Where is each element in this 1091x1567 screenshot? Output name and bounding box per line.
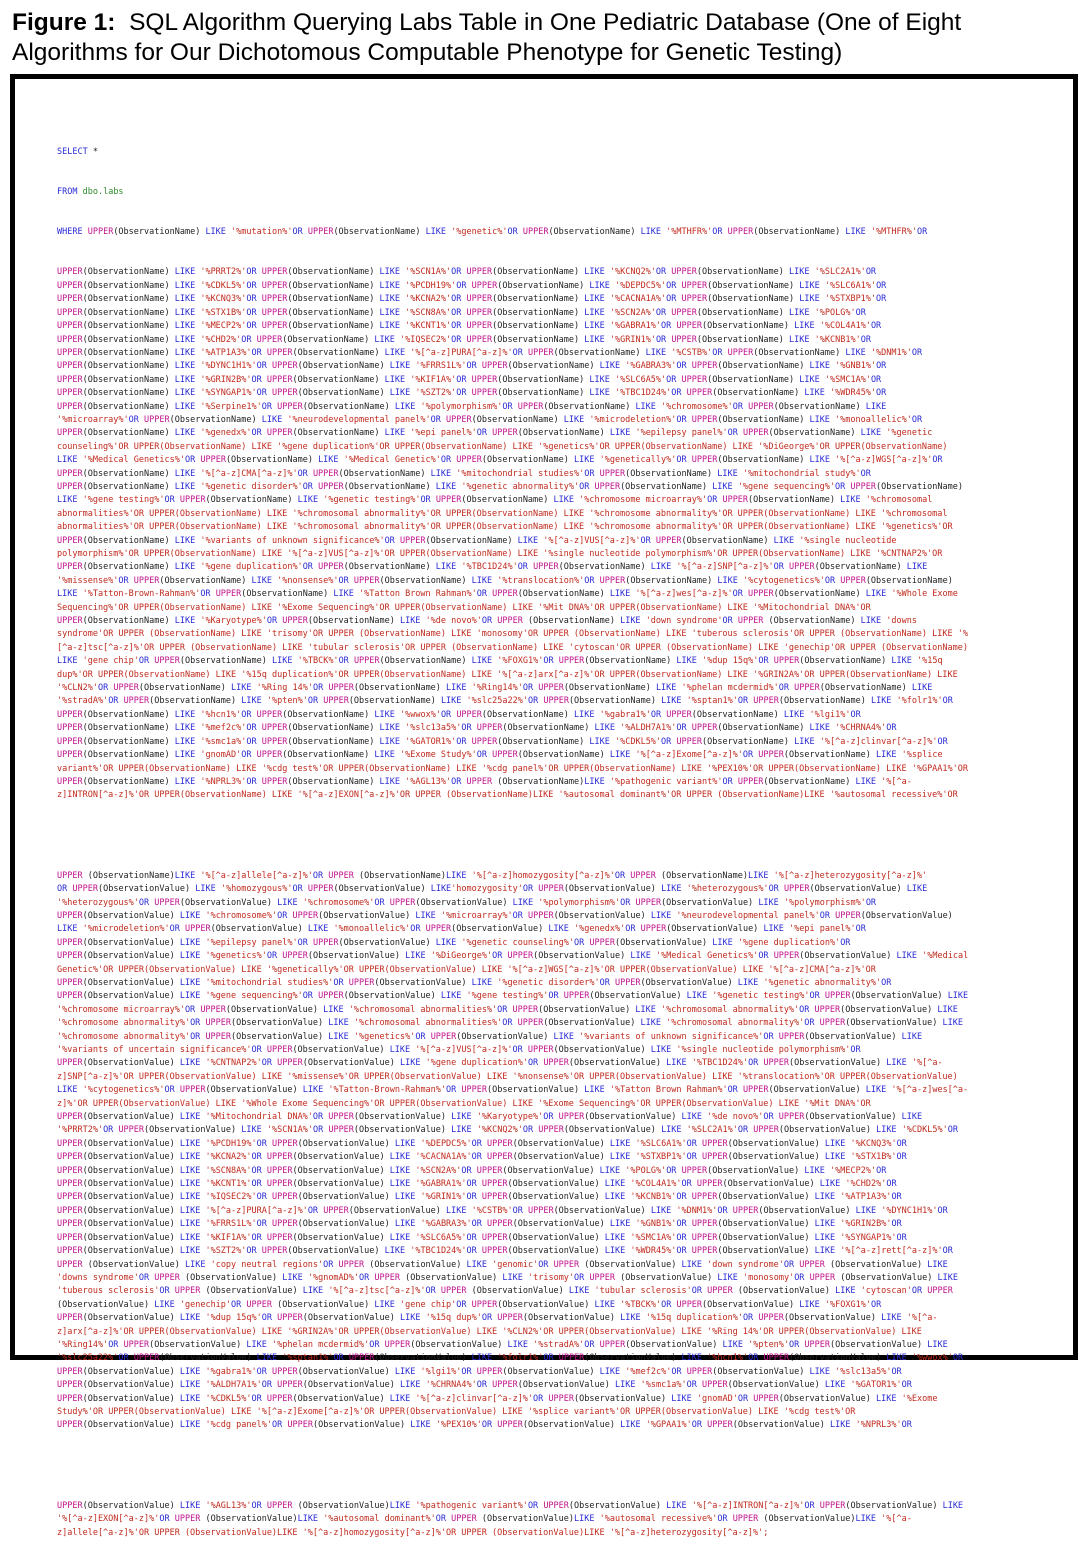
code-line: UPPER(ObservationValue) LIKE '%KCNA2%'OR UPPER(ObservationValue) LIKE '%CACNA1A%'OR UPPER(ObservationValue) LIKE '%STXBP1%'OR UPPER(ObservationValue) LIKE '%STX1B%'OR	[57, 1152, 907, 1163]
code-line: '%Ring14%'OR UPPER(ObservationValue) LIKE '%phelan mcdermid%'OR UPPER(ObservationValue) LIKE '%stradA%'OR UPPER(ObservationValue) LIKE '%pten%'OR UPPER(ObservationValue) LIKE	[57, 1339, 948, 1350]
code-line: UPPER(ObservationName) LIKE '%MECP2%'OR UPPER(ObservationName) LIKE '%KCNT1%'OR UPPER(ObservationName) LIKE '%GABRA1%'OR UPPER(ObservationName) LIKE '%COL4A1%'OR	[57, 321, 882, 332]
select-star: *	[92, 146, 98, 157]
code-line: UPPER(ObservationValue) LIKE '%FRRS1L%'OR UPPER(ObservationValue) LIKE '%GABRA3%'OR UPPER(ObservationValue) LIKE '%GNB1%'OR UPPER(ObservationValue) LIKE '%GRIN2B%'OR	[57, 1219, 902, 1230]
code-line: UPPER(ObservationName) LIKE '%GRIN2B%'OR UPPER(ObservationName) LIKE '%KIF1A%'OR UPPER(ObservationName) LIKE '%SLC6A5%'OR UPPER(ObservationName) LIKE '%SMC1A%'OR	[57, 374, 882, 385]
code-line: UPPER(ObservationValue) LIKE '%mitochondrial studies%'OR UPPER(ObservationValue) LIKE '%genetic disorder%'OR UPPER(ObservationValue) LIKE '%genetic abnormality%'OR	[57, 977, 892, 988]
code-line: abnormalities%'OR UPPER(ObservationName) LIKE '%chromosomal abnormality%'OR UPPER(ObservationName) LIKE '%chromosome abnormality%'OR UPPER(ObservationName) LIKE '%genetics%'OR	[57, 522, 953, 533]
code-line: UPPER(ObservationName) LIKE '%CHD2%'OR UPPER(ObservationName) LIKE '%IQSEC2%'OR UPPER(ObservationName) LIKE '%GRIN1%'OR UPPER(ObservationName) LIKE '%KCNB1%'OR	[57, 334, 871, 345]
code-line: UPPER(ObservationName) LIKE '%KCNQ3%'OR UPPER(ObservationName) LIKE '%KCNA2%'OR UPPER(ObservationName) LIKE '%CACNA1A%'OR UPPER(ObservationName) LIKE '%STXBP1%'OR	[57, 294, 887, 305]
code-line: UPPER(ObservationName) LIKE '%DYNC1H1%'OR UPPER(ObservationName) LIKE '%FRRS1L%'OR UPPER(ObservationName) LIKE '%GABRA3%'OR UPPER(ObservationName) LIKE '%GNB1%'OR	[57, 361, 887, 372]
code-line: UPPER(ObservationName) LIKE 'gnomAD'OR UPPER(ObservationName) LIKE '%Exome Study%'OR UPPER(ObservationName) LIKE '%[^a-z]Exome[^a-z]%'OR UPPER(ObservationName) LIKE '%splice	[57, 750, 943, 761]
code-line: syndrome'OR UPPER (ObservationName) LIKE 'trisomy'OR UPPER (ObservationName) LIKE 'monosomy'OR UPPER (ObservationName) LIKE 'tuberous sclerosis'OR UPPER (ObservationName) LIKE '%	[57, 629, 968, 640]
code-line: z]arx[^a-z]%'OR UPPER(ObservationValue) LIKE '%GRIN2A%'OR UPPER(ObservationValue) LIKE '%CLN2%'OR UPPER(ObservationValue) LIKE '%Ring 14%'OR UPPER(ObservationValue) LIKE	[57, 1326, 922, 1337]
code-line: UPPER(ObservationValue) LIKE '%genetics%'OR UPPER(ObservationValue) LIKE '%DiGeorge%'OR UPPER(ObservationValue) LIKE '%Medical Genetics%'OR UPPER(ObservationValue) LIKE '%Medical	[57, 951, 969, 962]
from-line	[57, 186, 1057, 199]
select-keyword: SELECT	[57, 146, 88, 157]
code-line: UPPER(ObservationName) LIKE '%Serpine1%'OR UPPER(ObservationName) LIKE '%polymorphism%'OR UPPER(ObservationName) LIKE '%chromosome%'OR UPPER(ObservationName) LIKE	[57, 401, 887, 412]
sql-code	[57, 119, 1057, 1567]
where-keyword: WHERE	[57, 227, 83, 238]
code-line: '%chromosome abnormality%'OR UPPER(ObservationValue) LIKE '%genetics%'OR UPPER(ObservationValue) LIKE '%variants of unknown significance%'OR UPPER(ObservationValue) LIKE	[57, 1031, 923, 1042]
code-line: z]%'OR UPPER(ObservationValue) LIKE '%Whole Exome Sequencing%'OR UPPER(ObservationValue) LIKE '%Exome Sequencing%'OR UPPER(ObservationValue) LIKE '%Mit DNA%'OR	[57, 1098, 871, 1109]
code-frame	[10, 74, 1078, 1538]
code-line: '%chromosome microarray%'OR UPPER(ObservationValue) LIKE '%chromosomal abnormalities%'OR UPPER(ObservationValue) LIKE '%chromosomal abnormality%'OR UPPER(ObservationValue) LIKE	[57, 1004, 958, 1015]
code-line: UPPER(ObservationValue) LIKE '%IQSEC2%'OR UPPER(ObservationValue) LIKE '%GRIN1%'OR UPPER(ObservationValue) LIKE '%KCNB1%'OR UPPER(ObservationValue) LIKE '%ATP1A3%'OR	[57, 1192, 902, 1203]
code-line: UPPER(ObservationValue) LIKE '%KIF1A%'OR UPPER(ObservationValue) LIKE '%SLC6A5%'OR UPPER(ObservationValue) LIKE '%SMC1A%'OR UPPER(ObservationValue) LIKE '%SYNGAP1%'OR	[57, 1232, 907, 1243]
code-line: UPPER(ObservationName) LIKE '%ATP1A3%'OR UPPER(ObservationName) LIKE '%[^a-z]PURA[^a-z]%'OR UPPER(ObservationName) LIKE '%CSTB%'OR UPPER(ObservationName) LIKE '%DNM1%'OR	[57, 347, 923, 358]
code-line: LIKE '%cytogenetics%'OR UPPER(ObservationValue) LIKE '%Tatton-Brown-Rahman%'OR UPPER(ObservationValue) LIKE '%Tatton Brown Rahman%'OR UPPER(ObservationValue) LIKE '%[^a-z]wes[^a-	[57, 1085, 969, 1096]
code-line: UPPER (ObservationValue) LIKE 'copy neutral regions'OR UPPER (ObservationValue) LIKE 'genomic'OR UPPER (ObservationValue) LIKE 'down syndrome'OR UPPER (ObservationValue) LIKE	[57, 1259, 948, 1270]
code-line: '%chromosome abnormality%'OR UPPER(ObservationValue) LIKE '%chromosomal abnormalities%'OR UPPER(ObservationValue) LIKE '%chromosomal abnormality%'OR UPPER(ObservationValue) LIKE	[57, 1018, 963, 1029]
code-line: variant%'OR UPPER(ObservationName) LIKE '%cdg test%'OR UPPER(ObservationName) LIKE '%cdg panel%'OR UPPER(ObservationName) LIKE '%PEX10%'OR UPPER(ObservationName) LIKE '%GPAA1%'OR	[57, 763, 969, 774]
code-line: LIKE 'gene chip'OR UPPER(ObservationName) LIKE '%TBCK%'OR UPPER(ObservationName) LIKE '%FOXG1%'OR UPPER(ObservationName) LIKE '%dup 15q%'OR UPPER(ObservationName) LIKE '%15q	[57, 656, 943, 667]
code-line: UPPER(ObservationValue) LIKE '%gabra1%'OR UPPER(ObservationValue) LIKE '%lgi1%'OR UPPER(ObservationValue) LIKE '%mef2c%'OR UPPER(ObservationValue) LIKE '%slc13a5%'OR	[57, 1366, 902, 1377]
code-line: '%missense%'OR UPPER(ObservationName) LIKE '%nonsense%'OR UPPER(ObservationName) LIKE '%translocation%'OR UPPER(ObservationName) LIKE '%cytogenetics%'OR UPPER(ObservationName)	[57, 575, 953, 586]
code-line: UPPER(ObservationName) LIKE '%[^a-z]CMA[^a-z]%'OR UPPER(ObservationName) LIKE '%mitochondrial studies%'OR UPPER(ObservationName) LIKE '%mitochondrial study%'OR	[57, 468, 871, 479]
code-line: '%CLN2%'OR UPPER(ObservationName) LIKE '%Ring 14%'OR UPPER(ObservationName) LIKE '%Ring14%'OR UPPER(ObservationName) LIKE '%phelan mcdermid%'OR UPPER(ObservationName) LIKE	[57, 683, 933, 694]
code-line: [^a-z]tsc[^a-z]%'OR UPPER (ObservationName) LIKE 'tubular sclerosis'OR UPPER (ObservationName) LIKE 'cytoscan'OR UPPER (ObservationName) LIKE 'genechip'OR UPPER (ObservationName)	[57, 642, 968, 653]
code-line: z]INTRON[^a-z]%'OR UPPER(ObservationName) LIKE '%[^a-z]EXON[^a-z]%'OR UPPER (ObservationName)LIKE '%autosomal dominant%'OR UPPER (ObservationName)LIKE '%autosomal recessive%'OR	[57, 790, 958, 801]
code-line: UPPER(ObservationValue) LIKE '%PCDH19%'OR UPPER(ObservationValue) LIKE '%DEPDC5%'OR UPPER(ObservationValue) LIKE '%SLC6A1%'OR UPPER(ObservationValue) LIKE '%KCNQ3%'OR	[57, 1138, 907, 1149]
figure-title: SQL Algorithm Querying Labs Table in One Pediatric Database (One of Eight Algorithms for Our Dichotomous Computable Phenotype for Genetic Testing)	[12, 9, 962, 66]
code-line: '%slc25a22%'OR UPPER(ObservationValue) LIKE '%sptan1%'OR UPPER(ObservationValue) LIKE '%folr1%'OR UPPER(ObservationValue) LIKE '%hcn1%'OR UPPER(ObservationValue) LIKE '%wwox%'OR	[57, 1353, 964, 1364]
code-line: UPPER(ObservationValue) LIKE '%SZT2%'OR UPPER(ObservationValue) LIKE '%TBC1D24%'OR UPPER(ObservationValue) LIKE '%WDR45%'OR UPPER(ObservationValue) LIKE '%[^a-z]rett[^a-z]%'OR	[57, 1246, 953, 1257]
code-line: (ObservationValue) LIKE 'genechip'OR UPPER (ObservationValue) LIKE 'gene chip'OR UPPER(ObservationValue) LIKE '%TBCK%'OR UPPER(ObservationValue) LIKE '%FOXG1%'OR	[57, 1299, 882, 1310]
code-line: UPPER(ObservationName) LIKE '%mef2c%'OR UPPER(ObservationName) LIKE '%slc13a5%'OR UPPER(ObservationName) LIKE '%ALDH7A1%'OR UPPER(ObservationName) LIKE '%CHRNA4%'OR	[57, 723, 897, 734]
figure-label: Figure 1:	[12, 9, 116, 36]
code-line: abnormalities%'OR UPPER(ObservationName) LIKE '%chromosomal abnormality%'OR UPPER(ObservationName) LIKE '%chromosome abnormality%'OR UPPER(ObservationName) LIKE '%chromosomal	[57, 508, 948, 519]
code-line: '%PRRT2%'OR UPPER(ObservationValue) LIKE '%SCN1A%'OR UPPER(ObservationValue) LIKE '%KCNQ2%'OR UPPER(ObservationValue) LIKE '%SLC2A1%'OR UPPER(ObservationValue) LIKE '%CDKL5%'OR	[57, 1125, 958, 1136]
code-line: dup%'OR UPPER(ObservationName) LIKE '%15q duplication%'OR UPPER(ObservationName) LIKE '%[^a-z]arx[^a-z]%'OR UPPER(ObservationName) LIKE '%GRIN2A%'OR UPPER(ObservationName) LIKE	[57, 669, 958, 680]
code-line: LIKE '%gene testing%'OR UPPER(ObservationName) LIKE '%genetic testing%'OR UPPER(ObservationName) LIKE '%chromosome microarray%'OR UPPER(ObservationName) LIKE '%chromosomal	[57, 495, 933, 506]
code-line: LIKE '%microdeletion%'OR UPPER(ObservationValue) LIKE '%monoallelic%'OR UPPER(ObservationValue) LIKE '%genedx%'OR UPPER(ObservationValue) LIKE '%epi panel%'OR	[57, 924, 866, 935]
code-line: Study%'OR UPPER(ObservationValue) LIKE '%[^a-z]Exome[^a-z]%'OR UPPER(ObservationValue) LIKE '%splice variant%'OR UPPER(ObservationValue) LIKE '%cdg test%'OR	[57, 1406, 856, 1417]
code-line: UPPER(ObservationName) LIKE '%genetic disorder%'OR UPPER(ObservationName) LIKE '%genetic abnormality%'OR UPPER(ObservationName) LIKE '%gene sequencing%'OR UPPER(ObservationName)	[57, 481, 963, 492]
code-line: UPPER(ObservationValue) LIKE '%CDKL5%'OR UPPER(ObservationValue) LIKE '%[^a-z]clinvar[^a-z]%'OR UPPER(ObservationValue) LIKE 'gnomAD'OR UPPER(ObservationValue) LIKE '%Exome	[57, 1393, 938, 1404]
code-line: Genetic%'OR UPPER(ObservationValue) LIKE '%genetically%'OR UPPER(ObservationValue) LIKE '%[^a-z]WGS[^a-z]%'OR UPPER(ObservationValue) LIKE '%[^a-z]CMA[^a-z]%'OR	[57, 964, 876, 975]
code-line: UPPER(ObservationValue) LIKE '%AGL13%'OR UPPER (ObservationValue)LIKE '%pathogenic variant%'OR UPPER(ObservationValue) LIKE '%[^a-z]INTRON[^a-z]%'OR UPPER(ObservationValue) LIKE	[57, 1500, 964, 1511]
code-line: z]SNP[^a-z]%'OR UPPER(ObservationValue) LIKE '%missense%'OR UPPER(ObservationValue) LIKE '%nonsense%'OR UPPER(ObservationValue) LIKE '%translocation%'OR UPPER(ObservationValue)	[57, 1071, 958, 1082]
code-line: OR UPPER(ObservationValue) LIKE '%homozygous%'OR UPPER(ObservationValue) LIKE'homozygosity'OR UPPER(ObservationValue) LIKE '%heterozygous%'OR UPPER(ObservationValue) LIKE	[57, 884, 928, 895]
code-line: UPPER (ObservationName)LIKE '%[^a-z]allele[^a-z]%'OR UPPER (ObservationName)LIKE '%[^a-z]homozygosity[^a-z]%'OR UPPER (ObservationName)LIKE '%[^a-z]heterozygosity[^a-z]%'	[57, 870, 928, 881]
code-line: UPPER(ObservationValue) LIKE '%cdg panel%'OR UPPER(ObservationValue) LIKE '%PEX10%'OR UPPER(ObservationValue) LIKE '%GPAA1%'OR UPPER(ObservationValue) LIKE '%NPRL3%'OR	[57, 1420, 912, 1431]
code-line: UPPER(ObservationName) LIKE '%Karyotype%'OR UPPER(ObservationName) LIKE '%de novo%'OR UPPER (ObservationName) LIKE 'down syndrome'OR UPPER (ObservationName) LIKE 'downs	[57, 616, 917, 627]
code-line: UPPER(ObservationValue) LIKE '%SCN8A%'OR UPPER(ObservationValue) LIKE '%SCN2A%'OR UPPER(ObservationValue) LIKE '%POLG%'OR UPPER(ObservationValue) LIKE '%MECP2%'OR	[57, 1165, 887, 1176]
code-line: LIKE '%Medical Genetics%'OR UPPER(ObservationName) LIKE '%Medical Genetic%'OR UPPER(ObservationName) LIKE '%genetically%'OR UPPER(ObservationName) LIKE '%[^a-z]WGS[^a-z]%'OR	[57, 455, 943, 466]
code-line: Sequencing%'OR UPPER(ObservationName) LIKE '%Exome Sequencing%'OR UPPER(ObservationName) LIKE '%Mit DNA%'OR UPPER(ObservationName) LIKE '%Mitochondrial DNA%'OR	[57, 602, 871, 613]
code-line: UPPER(ObservationName) LIKE '%PRRT2%'OR UPPER(ObservationName) LIKE '%SCN1A%'OR UPPER(ObservationName) LIKE '%KCNQ2%'OR UPPER(ObservationName) LIKE '%SLC2A1%'OR	[57, 267, 877, 278]
code-line: LIKE '%Tatton-Brown-Rahman%'OR UPPER(ObservationName) LIKE '%Tatton Brown Rahman%'OR UPPER(ObservationName) LIKE '%[^a-z]wes[^a-z]%'OR UPPER(ObservationName) LIKE '%Whole Exome	[57, 589, 958, 600]
code-line: polymorphism%'OR UPPER(ObservationName) LIKE '%[^a-z]VUS[^a-z]%'OR UPPER(ObservationName) LIKE '%single nucleotide polymorphism%'OR UPPER(ObservationName) LIKE '%CNTNAP2%'OR	[57, 549, 943, 559]
code-line: counseling%'OR UPPER(ObservationName) LIKE '%gene duplication%'OR UPPER(ObservationName) LIKE '%genetics%'OR UPPER(ObservationName) LIKE '%DiGeorge%'OR UPPER(ObservationName)	[57, 441, 948, 452]
code-line: UPPER(ObservationName) LIKE '%genedx%'OR UPPER(ObservationName) LIKE '%epi panel%'OR UPPER(ObservationName) LIKE '%epilepsy panel%'OR UPPER(ObservationName) LIKE '%genetic	[57, 428, 933, 439]
code-line: UPPER(ObservationValue) LIKE '%ALDH7A1%'OR UPPER(ObservationValue) LIKE '%CHRNA4%'OR UPPER(ObservationValue) LIKE '%smc1a%'OR UPPER(ObservationValue) LIKE '%GATOR1%'OR	[57, 1380, 912, 1391]
from-keyword: FROM	[57, 187, 78, 198]
code-line: UPPER(ObservationName) LIKE '%mutation%'OR UPPER(ObservationName) LIKE '%genetic%'OR UPPER(ObservationName) LIKE '%MTHFR%'OR UPPER(ObservationName) LIKE '%MTHFR%'OR	[87, 227, 928, 238]
code-line: UPPER(ObservationName) LIKE '%smc1a%'OR UPPER(ObservationName) LIKE '%GATOR1%'OR UPPER(ObservationName) LIKE '%CDKL5%'OR UPPER(ObservationName) LIKE '%[^a-z]clinvar[^a-z]%'OR	[57, 736, 948, 747]
code-line: UPPER(ObservationName) LIKE '%hcn1%'OR UPPER(ObservationName) LIKE '%wwox%'OR UPPER(ObservationName) LIKE '%gabra1%'OR UPPER(ObservationName) LIKE '%lgi1%'OR	[57, 709, 861, 720]
code-line: UPPER(ObservationName) LIKE '%gene duplication%'OR UPPER(ObservationName) LIKE '%TBC1D24%'OR UPPER(ObservationName) LIKE '%[^a-z]SNP[^a-z]%'OR UPPER(ObservationName) LIKE	[57, 562, 928, 573]
code-line: '%[^a-z]EXON[^a-z]%'OR UPPER (ObservationValue)LIKE '%autosomal dominant%'OR UPPER (ObservationValue)LIKE '%autosomal recessive%'OR UPPER (ObservationValue)LIKE '%[^a-	[57, 1514, 912, 1525]
code-line: UPPER(ObservationValue) LIKE '%gene sequencing%'OR UPPER(ObservationValue) LIKE '%gene testing%'OR UPPER(ObservationValue) LIKE '%genetic testing%'OR UPPER(ObservationValue) LIKE	[57, 991, 969, 1002]
code-line: UPPER(ObservationValue) LIKE '%chromosome%'OR UPPER(ObservationValue) LIKE '%microarray%'OR UPPER(ObservationValue) LIKE '%neurodevelopmental panel%'OR UPPER(ObservationValue)	[57, 910, 953, 921]
figure-caption	[12, 8, 1082, 68]
code-line: z]allele[^a-z]%'OR UPPER (ObservationValue)LIKE '%[^a-z]homozygosity[^a-z]%'OR UPPER (ObservationValue)LIKE '%[^a-z]heterozygosity[^a-z]%';	[57, 1527, 769, 1538]
code-line: UPPER(ObservationValue) LIKE '%Mitochondrial DNA%'OR UPPER(ObservationValue) LIKE '%Karyotype%'OR UPPER(ObservationValue) LIKE '%de novo%'OR UPPER(ObservationValue) LIKE	[57, 1112, 923, 1123]
code-line: UPPER(ObservationValue) LIKE '%[^a-z]PURA[^a-z]%'OR UPPER(ObservationValue) LIKE '%CSTB%'OR UPPER(ObservationValue) LIKE '%DNM1%'OR UPPER(ObservationValue) LIKE '%DYNC1H1%'OR	[57, 1205, 948, 1216]
code-line: '%heterozygous%'OR UPPER(ObservationValue) LIKE '%chromosome%'OR UPPER(ObservationValue) LIKE '%polymorphism%'OR UPPER(ObservationValue) LIKE '%polymorphism%'OR	[57, 897, 877, 908]
code-line: UPPER(ObservationValue) LIKE '%dup 15q%'OR UPPER(ObservationValue) LIKE '%15q dup%'OR UPPER(ObservationValue) LIKE '%15q duplication%'OR UPPER(ObservationValue) LIKE '%[^a-	[57, 1313, 938, 1324]
table-name: dbo.labs	[82, 187, 124, 198]
code-line: UPPER(ObservationName) LIKE '%variants of unknown significance%'OR UPPER(ObservationName) LIKE '%[^a-z]VUS[^a-z]%'OR UPPER(ObservationName) LIKE '%single nucleotide	[57, 535, 897, 546]
code-line: UPPER(ObservationName) LIKE '%STX1B%'OR UPPER(ObservationName) LIKE '%SCN8A%'OR UPPER(ObservationName) LIKE '%SCN2A%'OR UPPER(ObservationName) LIKE '%POLG%'OR	[57, 307, 866, 318]
code-line: UPPER(ObservationValue) LIKE '%CNTNAP2%'OR UPPER(ObservationValue) LIKE '%gene duplication%'OR UPPER(ObservationValue) LIKE '%TBC1D24%'OR UPPER(ObservationValue) LIKE '%[^a-	[57, 1058, 943, 1069]
code-block-observation-value	[57, 870, 1057, 1433]
code-line: UPPER(ObservationValue) LIKE '%epilepsy panel%'OR UPPER(ObservationValue) LIKE '%genetic counseling%'OR UPPER(ObservationValue) LIKE '%gene duplication%'OR	[57, 937, 851, 948]
select-line	[57, 146, 1057, 159]
where-line	[57, 226, 1057, 239]
code-line: UPPER(ObservationName) LIKE '%SYNGAP1%'OR UPPER(ObservationName) LIKE '%SZT2%'OR UPPER(ObservationName) LIKE '%TBC1D24%'OR UPPER(ObservationName) LIKE '%WDR45%'OR	[57, 388, 887, 399]
code-line: 'downs syndrome'OR UPPER (ObservationValue) LIKE '%gnomAD%'OR UPPER (ObservationValue) LIKE 'trisomy'OR UPPER (ObservationValue) LIKE 'monosomy'OR UPPER (ObservationValue) LIKE	[57, 1272, 959, 1283]
code-line: '%stradA%'OR UPPER(ObservationName) LIKE '%pten%'OR UPPER(ObservationName) LIKE '%slc25a22%'OR UPPER(ObservationName) LIKE '%sptan1%'OR UPPER(ObservationName) LIKE '%folr1%'OR	[57, 696, 953, 707]
code-block-final	[57, 1500, 1057, 1540]
code-block-observation-name	[57, 266, 1057, 802]
code-line: UPPER(ObservationName) LIKE '%NPRL3%'OR UPPER(ObservationName) LIKE '%AGL13%'OR UPPER (ObservationName)LIKE '%pathogenic variant%'OR UPPER(ObservationName) LIKE '%[^a-	[57, 776, 912, 787]
code-line: UPPER(ObservationValue) LIKE '%KCNT1%'OR UPPER(ObservationValue) LIKE '%GABRA1%'OR UPPER(ObservationValue) LIKE '%COL4A1%'OR UPPER(ObservationValue) LIKE '%CHD2%'OR	[57, 1179, 897, 1190]
code-line: '%variants of uncertain significance%'OR UPPER(ObservationValue) LIKE '%[^a-z]VUS[^a-z]%'OR UPPER(ObservationValue) LIKE '%single nucleotide polymorphism%'OR	[57, 1045, 861, 1056]
code-line: '%microarray%'OR UPPER(ObservationName) LIKE '%neurodevelopmental panel%'OR UPPER(ObservationName) LIKE '%microdeletion%'OR UPPER(ObservationName) LIKE '%monoallelic%'OR	[57, 414, 923, 425]
code-line: UPPER(ObservationName) LIKE '%CDKL5%'OR UPPER(ObservationName) LIKE '%PCDH19%'OR UPPER(ObservationName) LIKE '%DEPDC5%'OR UPPER(ObservationName) LIKE '%SLC6A1%'OR	[57, 280, 887, 291]
code-line: 'tuberous sclerosis'OR UPPER (ObservationValue) LIKE '%[^a-z]tsc[^a-z]%'OR UPPER (ObservationValue) LIKE 'tubular sclerosis'OR UPPER (ObservationValue) LIKE 'cytoscan'OR UPPER	[57, 1286, 953, 1297]
